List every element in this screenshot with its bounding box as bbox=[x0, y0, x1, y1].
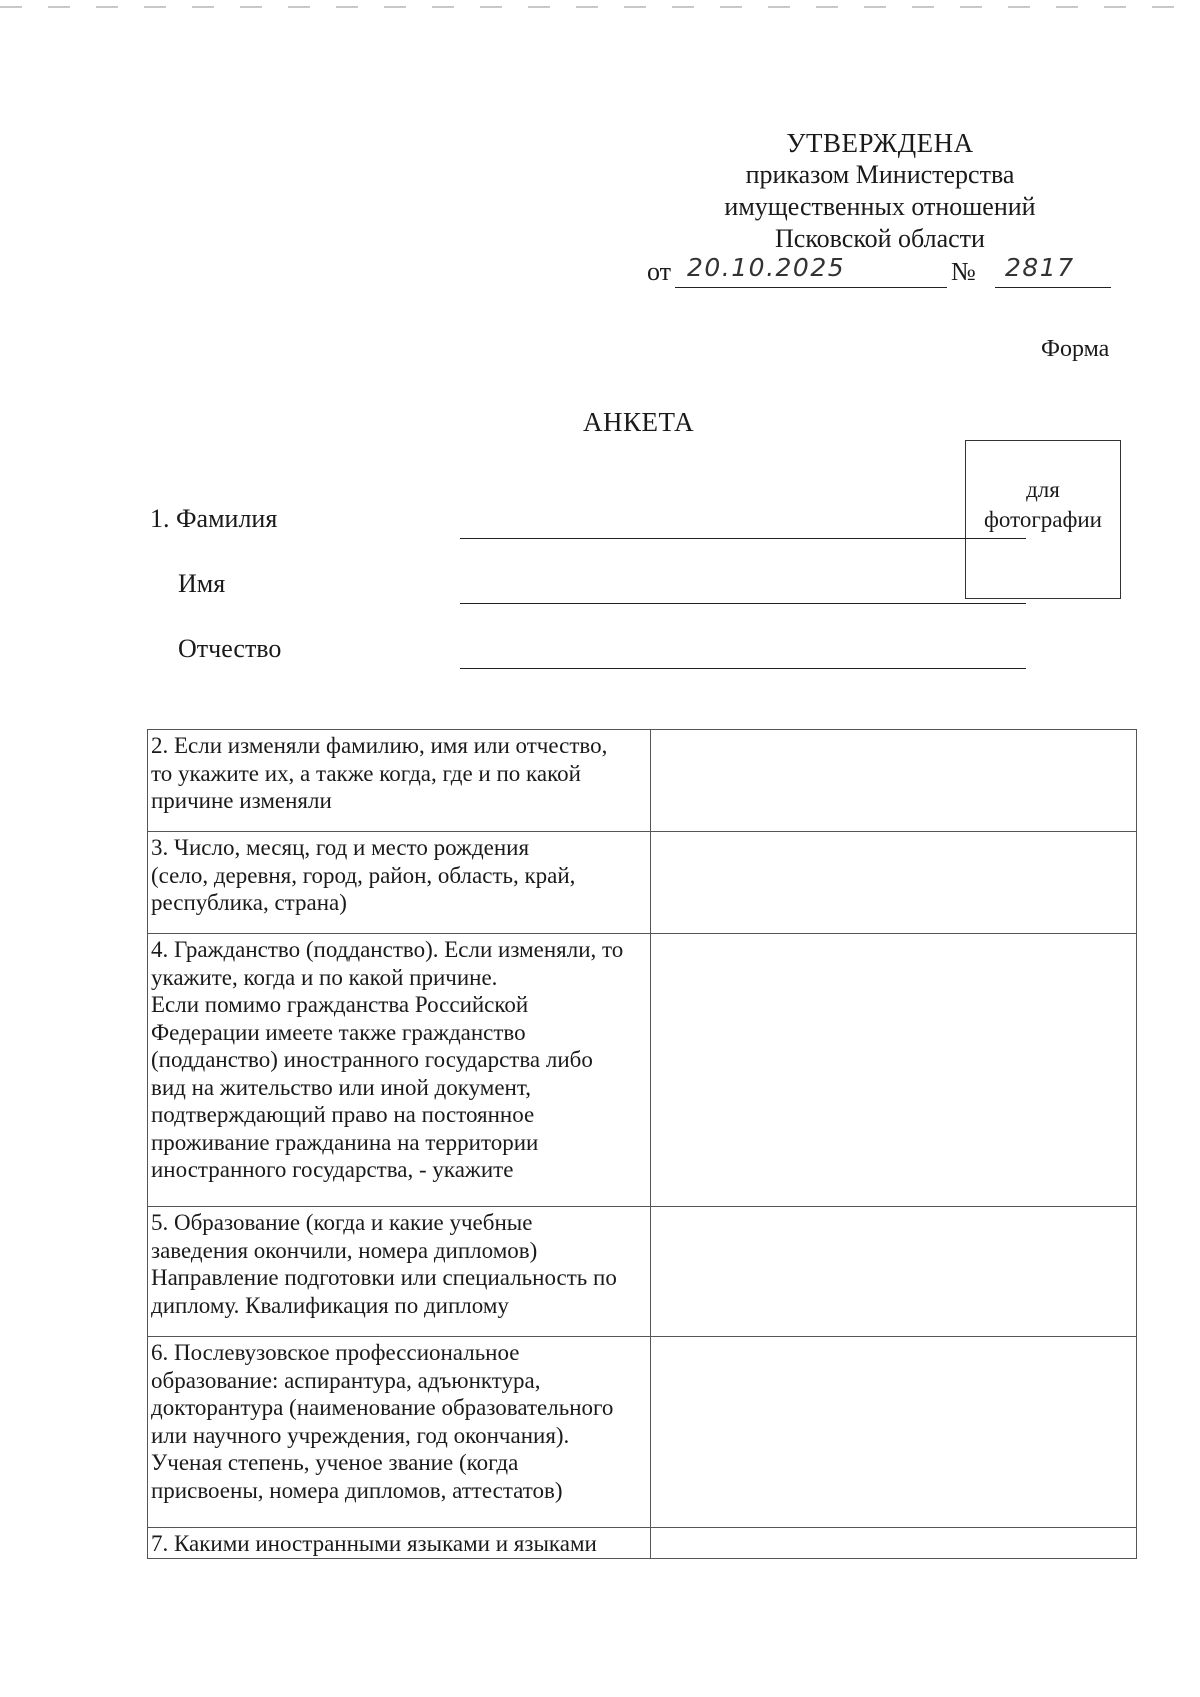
question-text-line: присвоены, номера дипломов, аттестатов) bbox=[151, 1477, 563, 1503]
question-text-line: 4. Гражданство (подданство). Если изменяли, то bbox=[151, 937, 624, 962]
first-name-field[interactable] bbox=[460, 569, 1026, 605]
question-text-line: республика, страна) bbox=[151, 890, 347, 915]
patronymic-label: Отчество bbox=[178, 634, 282, 663]
question-text-line: вид на жительство или иной документ, bbox=[151, 1074, 531, 1100]
question-text-line: (село, деревня, город, район, область, край, bbox=[151, 862, 576, 888]
table-row bbox=[148, 832, 1137, 934]
question-text-line: образование: аспирантура, адъюнктура, bbox=[151, 1367, 541, 1393]
question-text-line: 3. Число, месяц, год и место рождения bbox=[151, 835, 530, 860]
approval-line: Псковской области bbox=[775, 224, 985, 253]
first-name-row bbox=[150, 569, 1030, 609]
question-text-line: подтверждающий право на постоянное bbox=[151, 1102, 535, 1127]
table-row bbox=[148, 1528, 1137, 1559]
question-text-line: Ученая степень, ученое звание (когда bbox=[151, 1450, 519, 1475]
surname-label: 1. Фамилия bbox=[150, 504, 278, 533]
questionnaire-table bbox=[147, 729, 1137, 1559]
order-number-handwritten: 2817 bbox=[1005, 253, 1075, 282]
approval-stamp bbox=[690, 127, 1070, 255]
table-row bbox=[148, 1207, 1137, 1337]
question-text-line: укажите, когда и по какой причине. bbox=[151, 964, 498, 990]
question-text-line: иностранного государства, - укажите bbox=[151, 1157, 514, 1182]
order-date-prefix: от bbox=[647, 257, 672, 286]
table-row bbox=[148, 1337, 1137, 1528]
patronymic-underline bbox=[460, 668, 1026, 669]
photo-box-line: для bbox=[1026, 477, 1060, 502]
question-text-line: 5. Образование (когда и какие учебные bbox=[151, 1210, 533, 1235]
question-cell bbox=[148, 934, 651, 1207]
approval-title: УТВЕРЖДЕНА bbox=[786, 128, 974, 158]
first-name-underline bbox=[460, 603, 1026, 604]
question-text-line: или научного учреждения, год окончания). bbox=[151, 1422, 570, 1448]
question-cell bbox=[148, 1528, 651, 1559]
table-row bbox=[148, 934, 1137, 1207]
approval-line: имущественных отношений bbox=[724, 192, 1036, 221]
table-row bbox=[148, 730, 1137, 832]
question-cell bbox=[148, 832, 651, 934]
answer-cell[interactable] bbox=[651, 1337, 1137, 1528]
first-name-label: Имя bbox=[178, 569, 226, 598]
question-text-line: Федерации имеете также гражданство bbox=[151, 1019, 526, 1045]
answer-cell[interactable] bbox=[651, 832, 1137, 934]
question-text-line: диплому. Квалификация по диплому bbox=[151, 1292, 509, 1318]
photo-box-line: фотографии bbox=[983, 507, 1102, 532]
answer-cell[interactable] bbox=[651, 730, 1137, 832]
order-date-handwritten: 20.10.2025 bbox=[687, 253, 846, 282]
question-text-line: 6. Послевузовское профессиональное bbox=[151, 1340, 520, 1365]
question-text-line: причине изменяли bbox=[151, 788, 332, 813]
order-date-underline bbox=[675, 287, 947, 288]
question-text-line: 7. Какими иностранными языками и языками bbox=[151, 1531, 597, 1556]
answer-cell[interactable] bbox=[651, 1207, 1137, 1337]
order-number-underline bbox=[995, 287, 1111, 288]
approval-line: приказом Министерства bbox=[745, 160, 1015, 189]
question-cell bbox=[148, 730, 651, 832]
question-text-line: заведения окончили, номера дипломов) bbox=[151, 1237, 538, 1263]
document-title: АНКЕТА bbox=[583, 407, 695, 437]
question-text-line: Направление подготовки или специальность по bbox=[151, 1265, 617, 1290]
order-number-prefix: № bbox=[951, 257, 976, 286]
question-text-line: то укажите их, а также когда, где и по какой bbox=[151, 760, 581, 786]
question-cell bbox=[148, 1207, 651, 1337]
surname-field[interactable] bbox=[460, 504, 1026, 540]
patronymic-field[interactable] bbox=[460, 634, 1026, 670]
question-text-line: (подданство) иностранного государства либо bbox=[151, 1047, 593, 1072]
scan-edge-dashes bbox=[0, 6, 1200, 8]
question-text-line: Если помимо гражданства Российской bbox=[151, 992, 529, 1017]
patronymic-row bbox=[150, 634, 1030, 674]
answer-cell[interactable] bbox=[651, 1528, 1137, 1559]
form-label: Форма bbox=[1041, 336, 1110, 362]
question-text-line: докторантура (наименование образовательного bbox=[151, 1395, 614, 1420]
question-text-line: 2. Если изменяли фамилию, имя или отчество, bbox=[151, 733, 608, 758]
question-text-line: проживание гражданина на территории bbox=[151, 1129, 539, 1155]
surname-row bbox=[150, 504, 1030, 544]
order-reference bbox=[647, 253, 1117, 293]
question-cell bbox=[148, 1337, 651, 1528]
surname-underline bbox=[460, 538, 1026, 539]
answer-cell[interactable] bbox=[651, 934, 1137, 1207]
